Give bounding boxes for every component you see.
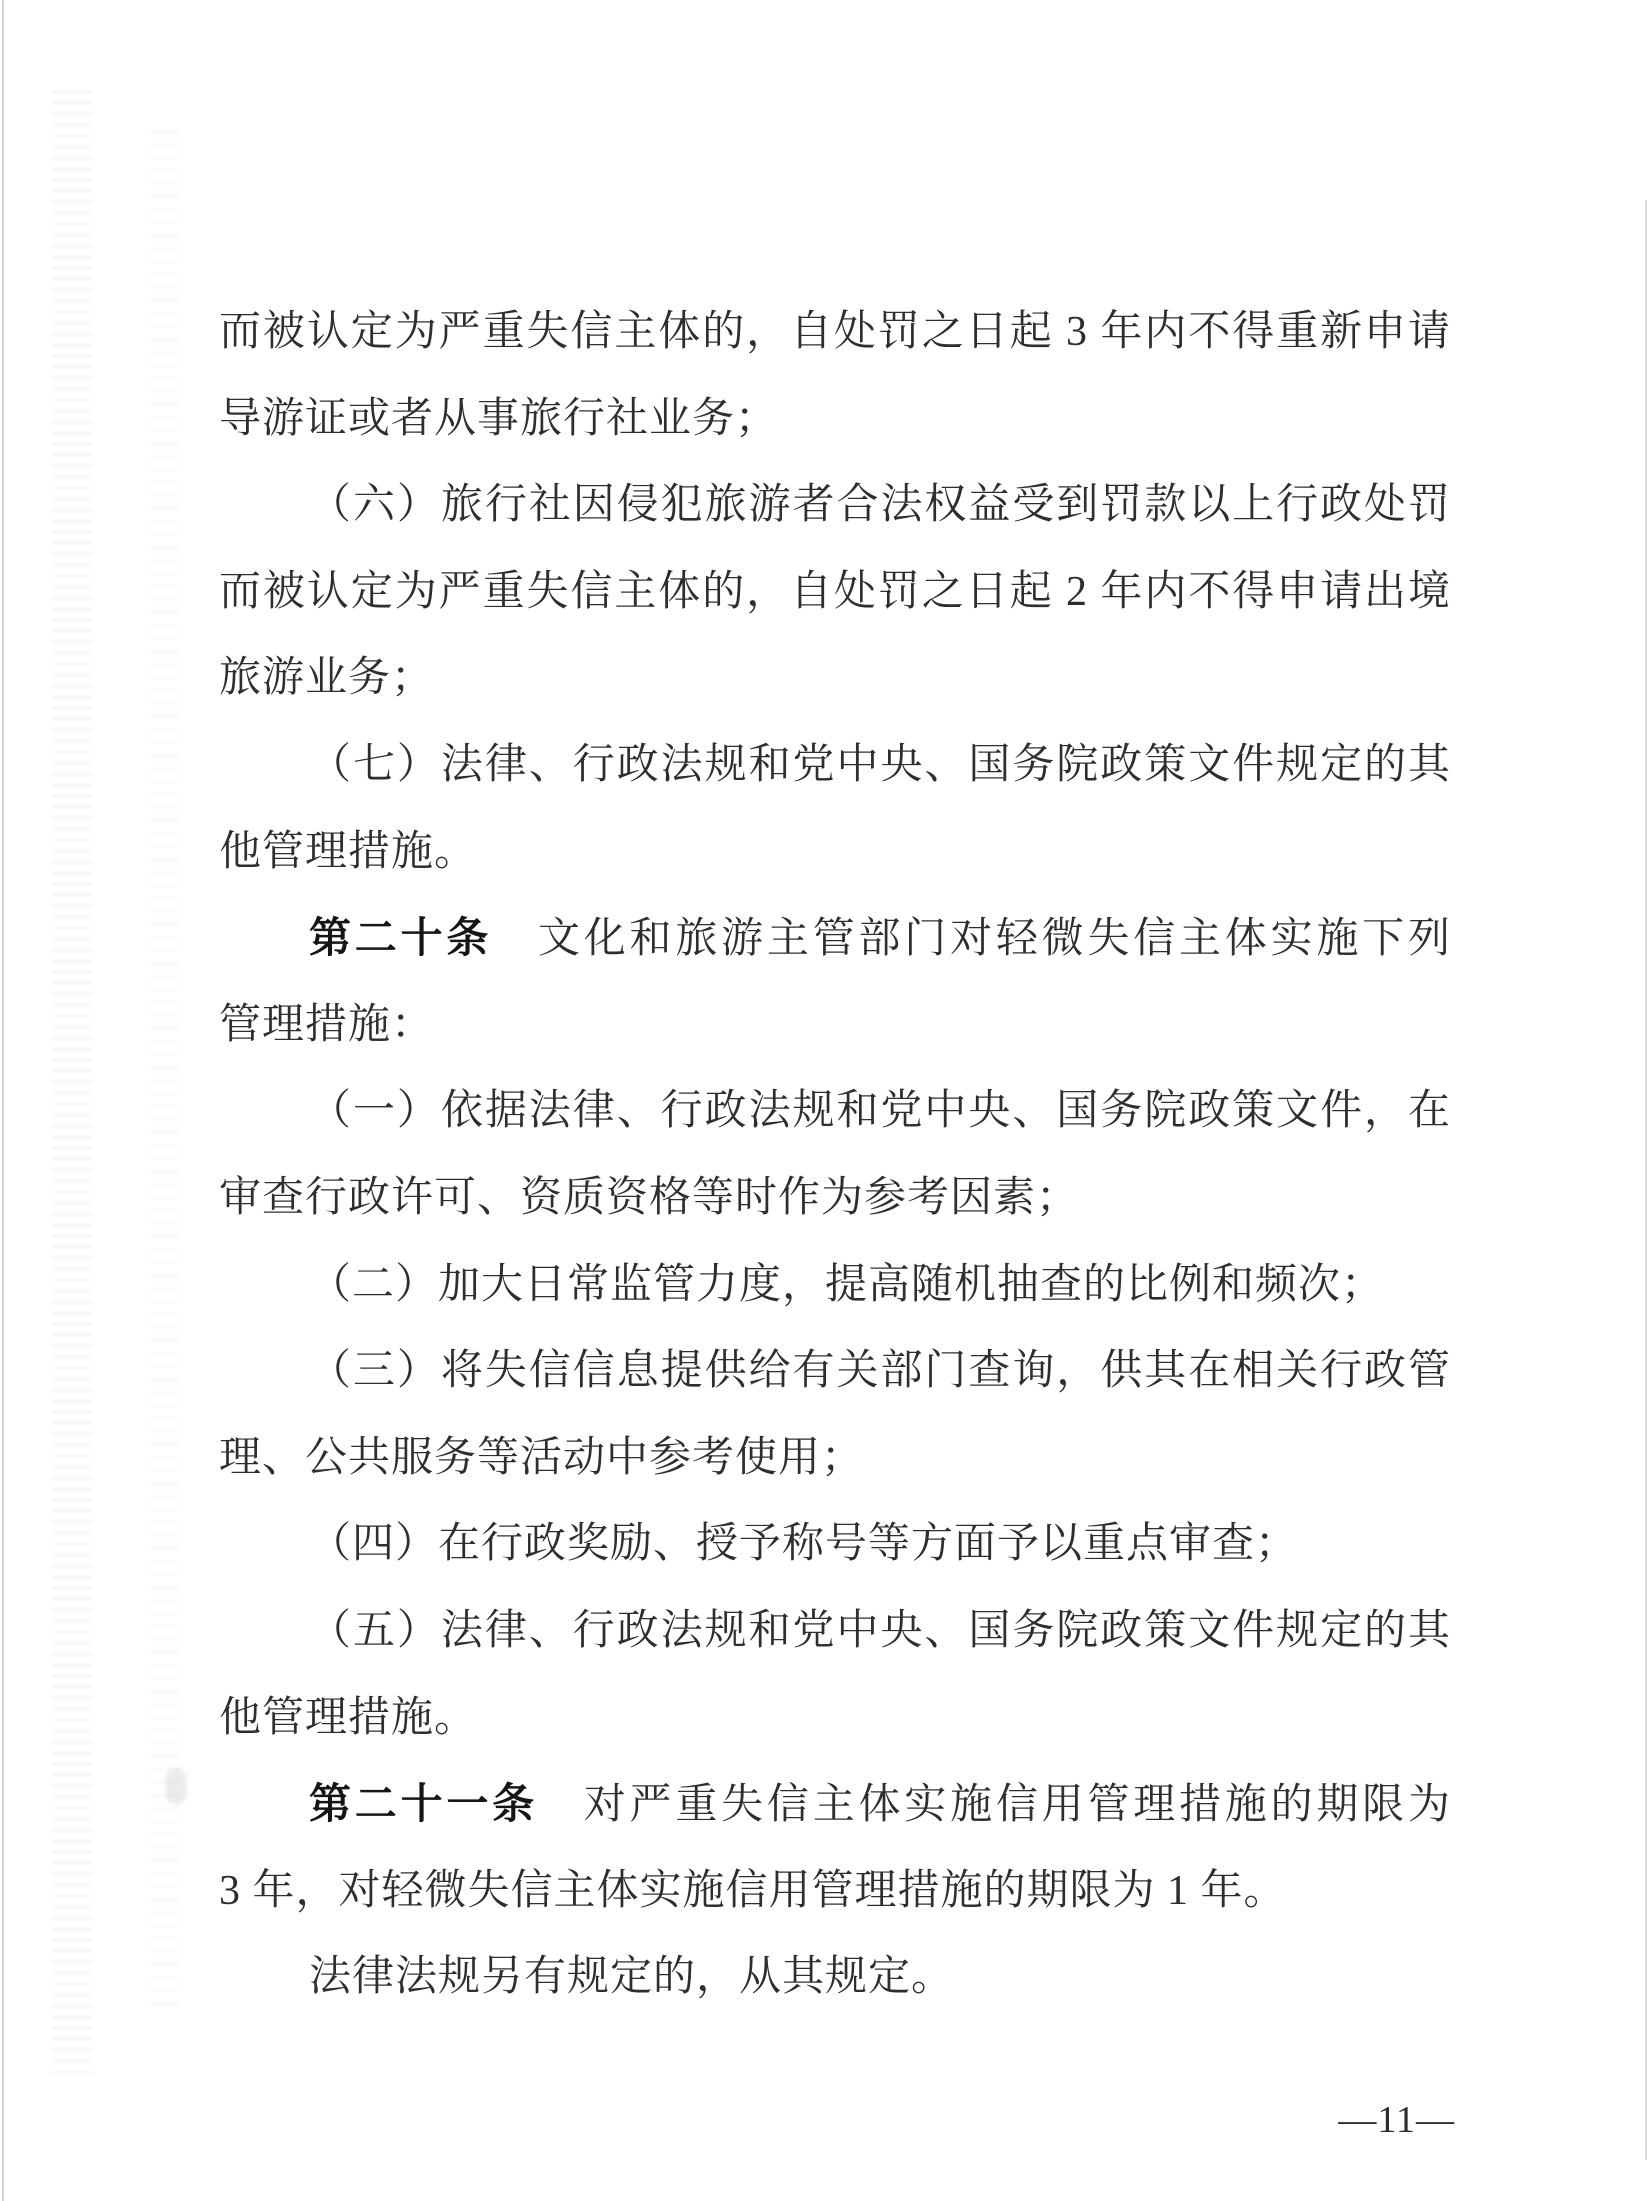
document-body bbox=[219, 289, 1451, 2021]
text-line: （七）法律、行政法规和党中央、国务院政策文件规定的其 bbox=[309, 741, 1451, 788]
text-line: 第二十条 文化和旅游主管部门对轻微失信主体实施下列 bbox=[309, 914, 1451, 963]
scan-edge-right-artifact bbox=[1645, 200, 1647, 2160]
text-line: 旅游业务； bbox=[219, 655, 435, 702]
page-number: —11— bbox=[1338, 2099, 1455, 2141]
scan-noise-artifact bbox=[52, 90, 92, 2080]
text-line: 导游证或者从事旅行社业务； bbox=[219, 395, 779, 442]
text-line: （四）在行政奖励、授予称号等方面予以重点审查； bbox=[309, 1521, 1299, 1568]
text-line: 他管理措施。 bbox=[219, 1694, 478, 1741]
article-number: 第二十一条 bbox=[309, 1780, 538, 1828]
text-line: 审查行政许可、资质资格等时作为参考因素； bbox=[219, 1174, 1080, 1221]
scan-smudge-artifact bbox=[165, 1768, 187, 1804]
text-line: （二）加大日常监管力度，提高随机抽查的比例和频次； bbox=[309, 1261, 1385, 1308]
text-line: 法律法规另有规定的，从其规定。 bbox=[309, 1954, 955, 2001]
text-line: （五）法律、行政法规和党中央、国务院政策文件规定的其 bbox=[309, 1607, 1451, 1654]
article-number: 第二十条 bbox=[309, 914, 493, 962]
text-line: 而被认定为严重失信主体的，自处罚之日起 2 年内不得申请出境 bbox=[219, 568, 1451, 615]
text-line: 他管理措施。 bbox=[219, 828, 478, 875]
scan-noise-artifact bbox=[150, 130, 180, 2010]
text-line: 3 年，对轻微失信主体实施信用管理措施的期限为 1 年。 bbox=[219, 1867, 1287, 1914]
text-line: （六）旅行社因侵犯旅游者合法权益受到罚款以上行政处罚 bbox=[309, 482, 1451, 529]
scan-edge-left-artifact bbox=[2, 0, 4, 2201]
text-line: 第二十一条 对严重失信主体实施信用管理措施的期限为 bbox=[309, 1780, 1451, 1829]
text-line: 而被认定为严重失信主体的，自处罚之日起 3 年内不得重新申请 bbox=[219, 309, 1451, 355]
text-line: 管理措施： bbox=[219, 1001, 435, 1048]
text-line: 理、公共服务等活动中参考使用； bbox=[219, 1434, 865, 1481]
text-line: （三）将失信信息提供给有关部门查询，供其在相关行政管 bbox=[309, 1348, 1451, 1395]
text-line: （一）依据法律、行政法规和党中央、国务院政策文件，在 bbox=[309, 1088, 1451, 1135]
